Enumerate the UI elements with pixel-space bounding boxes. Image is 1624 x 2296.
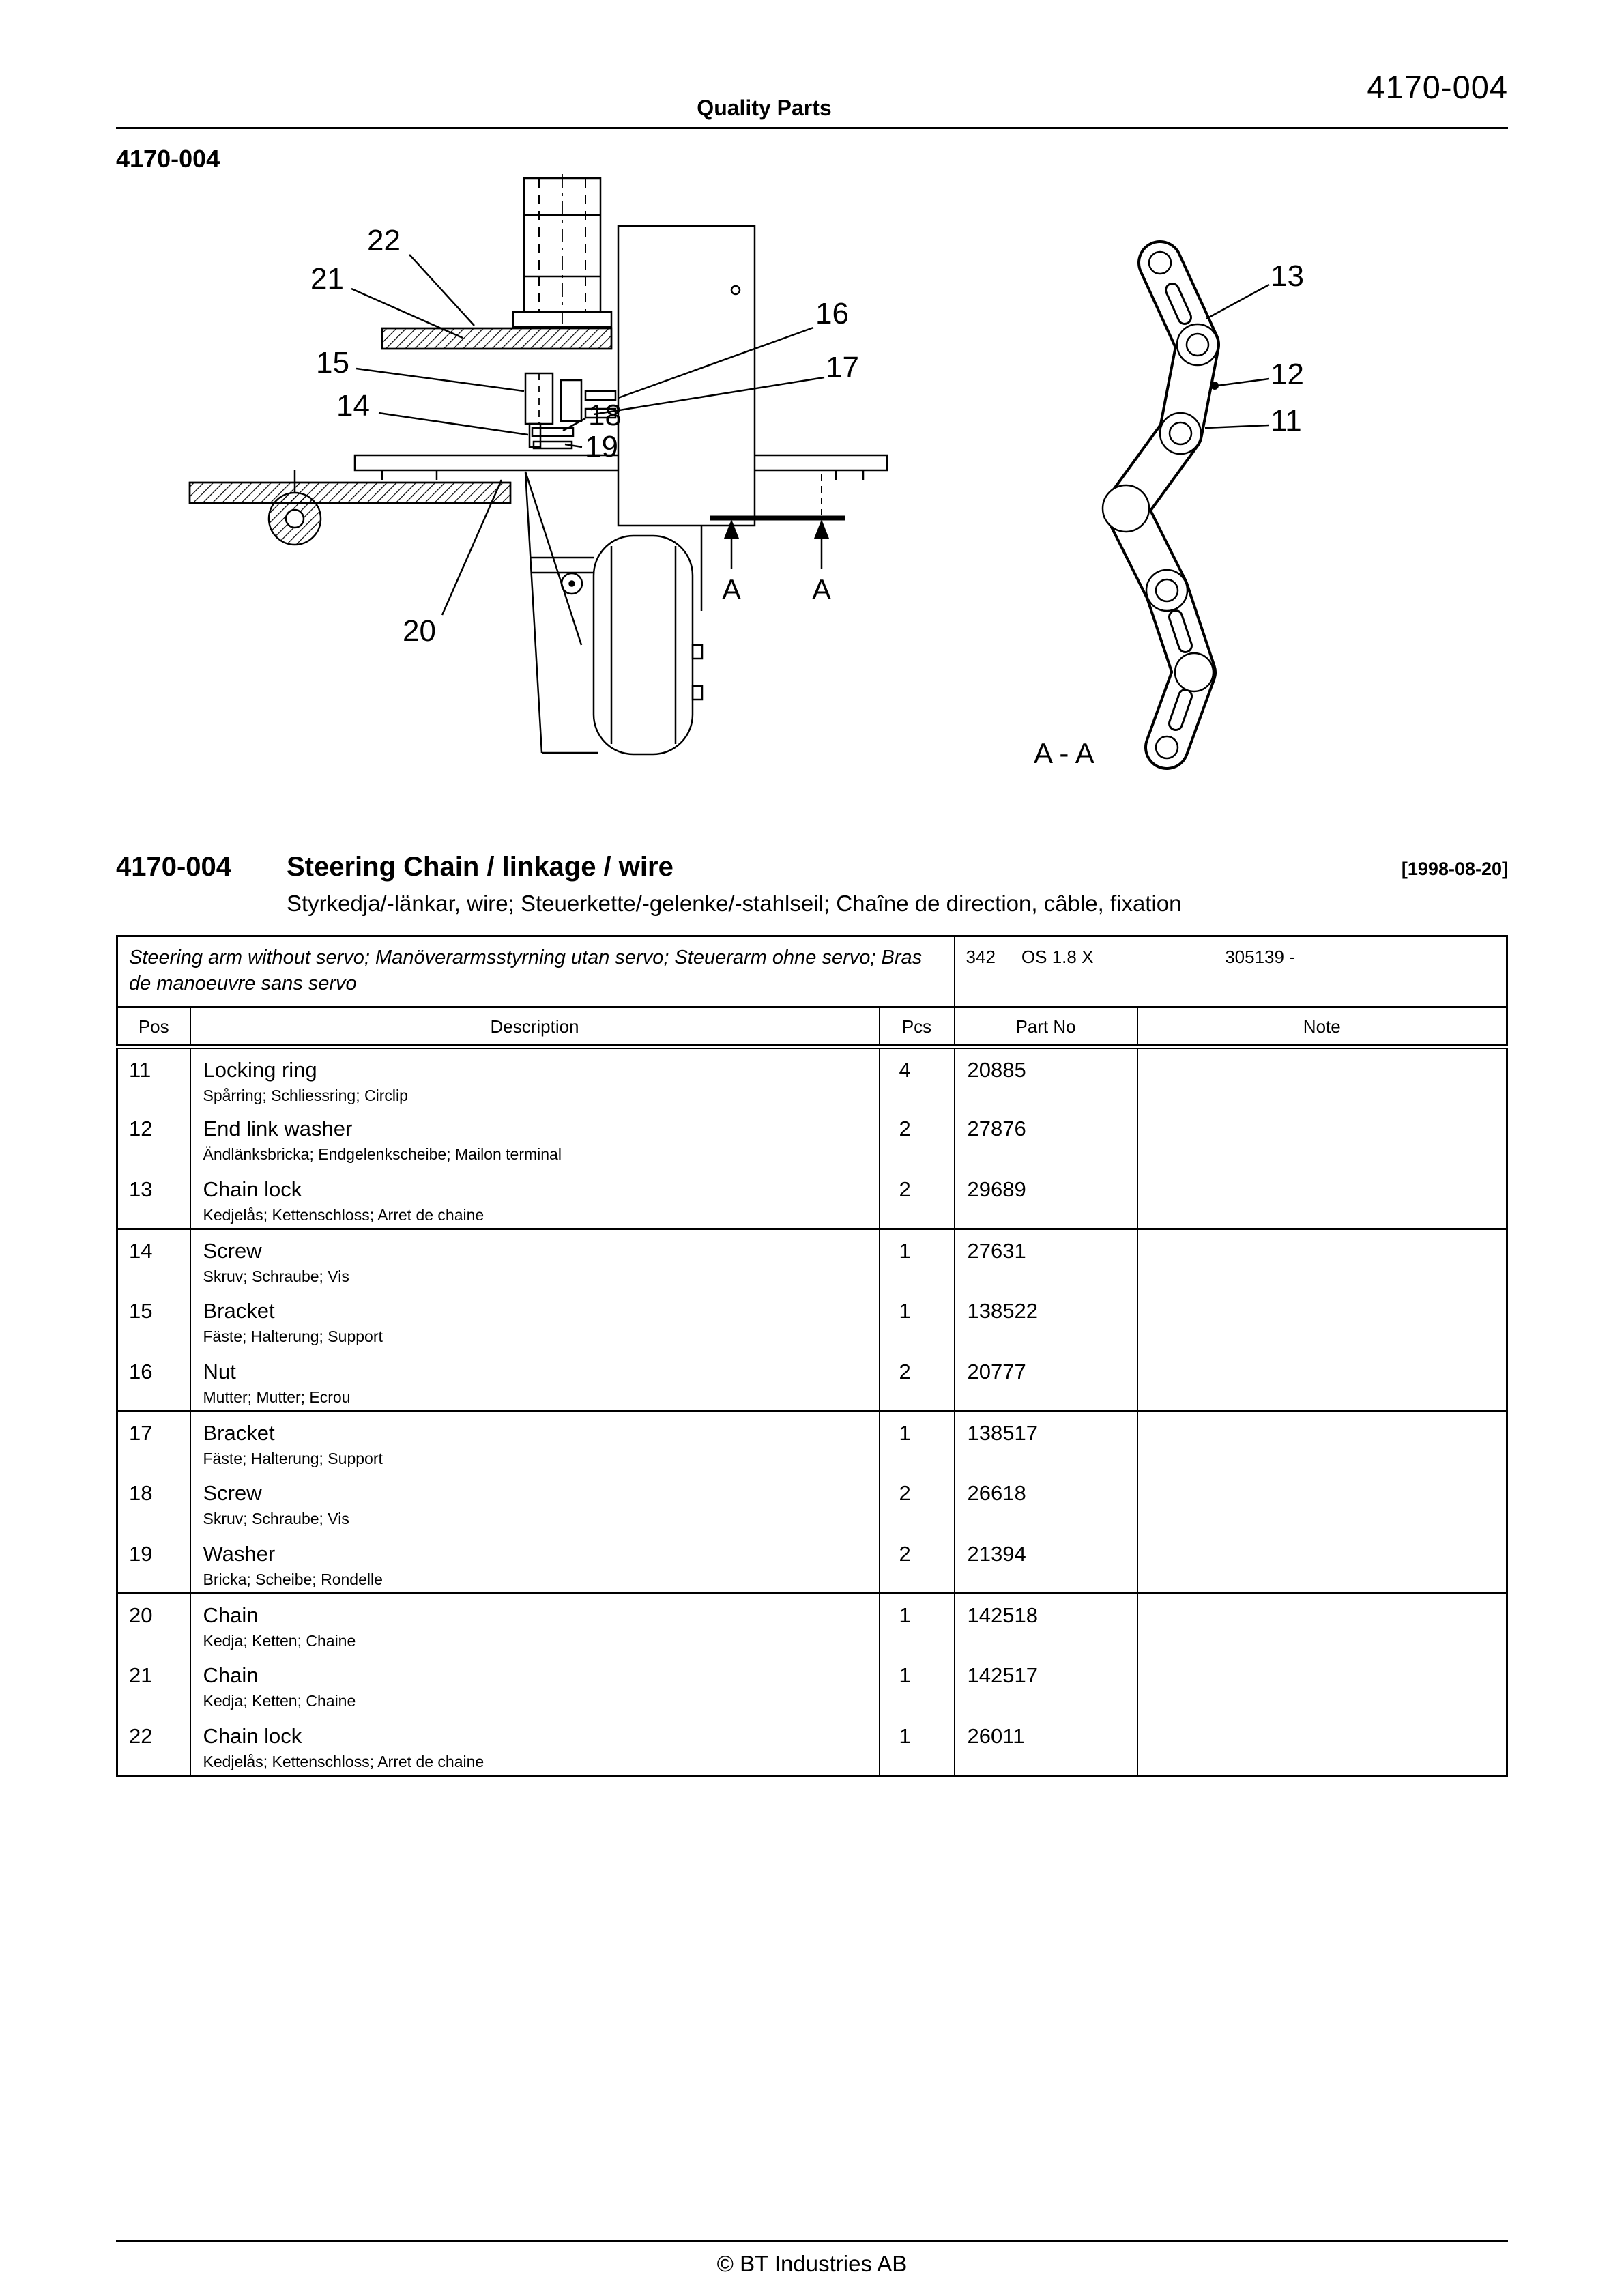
part-no-cell: 138522 xyxy=(955,1290,1137,1351)
pos-cell: 15 xyxy=(117,1290,190,1351)
description-cell xyxy=(190,1290,880,1351)
note-cell xyxy=(1137,1108,1507,1168)
table-row xyxy=(117,1229,1507,1290)
table-row xyxy=(117,1047,1507,1108)
pcs-cell: 2 xyxy=(880,1108,955,1168)
note-cell xyxy=(1137,1047,1507,1108)
table-row xyxy=(117,1715,1507,1776)
chain-section-drawing xyxy=(1103,252,1218,758)
callout-17: 17 xyxy=(826,351,859,384)
pcs-cell: 1 xyxy=(880,1594,955,1654)
section-title-row xyxy=(116,852,1508,882)
pcs-cell: 1 xyxy=(880,1229,955,1290)
parts-table xyxy=(116,935,1508,1777)
col-header-pcs: Pcs xyxy=(880,1007,955,1047)
pos-cell: 17 xyxy=(117,1411,190,1472)
doc-number: 4170-004 xyxy=(1367,69,1508,105)
callout-12: 12 xyxy=(1271,358,1304,391)
section-subtitle: Styrkedja/-länkar, wire; Steuerkette/-gelenke/-stahlseil; Chaîne de direction, câble, fixation xyxy=(287,891,1182,916)
note-cell xyxy=(1137,1715,1507,1776)
exploded-view-diagram xyxy=(116,174,1508,829)
part-no-cell: 142517 xyxy=(955,1654,1137,1715)
part-no-cell: 21394 xyxy=(955,1533,1137,1594)
description-primary: Chain lock xyxy=(203,1723,302,1748)
note-cell xyxy=(1137,1411,1507,1472)
note-cell xyxy=(1137,1351,1507,1411)
part-no-cell: 26011 xyxy=(955,1715,1137,1776)
note-cell xyxy=(1137,1472,1507,1533)
callout-16: 16 xyxy=(815,297,849,330)
col-header-note: Note xyxy=(1137,1007,1507,1047)
part-no-cell: 138517 xyxy=(955,1411,1137,1472)
description-primary: Screw xyxy=(203,1239,262,1263)
callout-15: 15 xyxy=(316,346,349,379)
table-row xyxy=(117,1594,1507,1654)
part-no-cell: 29689 xyxy=(955,1168,1137,1229)
table-row xyxy=(117,1290,1507,1351)
pcs-cell: 4 xyxy=(880,1047,955,1108)
description-translations: Fäste; Halterung; Support xyxy=(203,1450,383,1468)
description-translations: Kedja; Ketten; Chaine xyxy=(203,1691,356,1710)
description-primary: Washer xyxy=(203,1541,276,1566)
description-primary: Locking ring xyxy=(203,1058,317,1082)
footer-rule xyxy=(116,2240,1508,2242)
description-cell xyxy=(190,1351,880,1411)
pcs-cell: 2 xyxy=(880,1533,955,1594)
description-primary: Screw xyxy=(203,1480,262,1505)
note-cell xyxy=(1137,1229,1507,1290)
description-translations: Skruv; Schraube; Vis xyxy=(203,1509,349,1527)
steering-assembly-drawing xyxy=(190,174,887,754)
col-header-part-no: Part No xyxy=(955,1007,1137,1047)
description-cell xyxy=(190,1411,880,1472)
callout-11: 11 xyxy=(1271,404,1302,437)
description-cell xyxy=(190,1654,880,1715)
pos-cell: 20 xyxy=(117,1594,190,1654)
variant-model-name: OS 1.8 X xyxy=(1021,947,1094,967)
pcs-cell: 2 xyxy=(880,1351,955,1411)
revision-date: [1998-08-20] xyxy=(1401,859,1508,879)
pcs-cell: 2 xyxy=(880,1472,955,1533)
description-primary: Chain lock xyxy=(203,1177,302,1201)
description-translations: Kedjelås; Kettenschloss; Arret de chaine xyxy=(203,1752,484,1770)
description-primary: Chain xyxy=(203,1603,259,1628)
description-primary: End link washer xyxy=(203,1116,353,1140)
note-cell xyxy=(1137,1168,1507,1229)
pcs-cell: 1 xyxy=(880,1654,955,1715)
note-cell xyxy=(1137,1594,1507,1654)
column-header-row xyxy=(117,1007,1507,1047)
variant-row xyxy=(117,936,1507,1007)
description-primary: Bracket xyxy=(203,1298,275,1323)
pcs-cell: 1 xyxy=(880,1715,955,1776)
section-arrow-label-right: A xyxy=(812,573,832,605)
pos-cell: 21 xyxy=(117,1654,190,1715)
section-code: 4170-004 xyxy=(116,145,220,173)
pcs-cell: 1 xyxy=(880,1411,955,1472)
page-header-title: Quality Parts xyxy=(697,96,832,120)
part-no-cell: 27876 xyxy=(955,1108,1137,1168)
part-no-cell: 20777 xyxy=(955,1351,1137,1411)
section-title-code: 4170-004 xyxy=(116,852,232,882)
pos-cell: 14 xyxy=(117,1229,190,1290)
part-no-cell: 20885 xyxy=(955,1047,1137,1108)
callout-20: 20 xyxy=(403,614,436,648)
section-title: Steering Chain / linkage / wire xyxy=(287,852,673,882)
table-row xyxy=(117,1108,1507,1168)
part-no-cell: 26618 xyxy=(955,1472,1137,1533)
callout-18: 18 xyxy=(588,399,622,432)
description-translations: Spårring; Schliessring; Circlip xyxy=(203,1087,408,1105)
description-cell xyxy=(190,1108,880,1168)
note-cell xyxy=(1137,1533,1507,1594)
description-cell xyxy=(190,1168,880,1229)
pos-cell: 19 xyxy=(117,1533,190,1594)
table-row xyxy=(117,1533,1507,1594)
callout-13: 13 xyxy=(1271,259,1304,293)
variant-model-code: 342 xyxy=(966,947,996,967)
section-view-label: A - A xyxy=(1034,737,1094,769)
description-translations: Fäste; Halterung; Support xyxy=(203,1327,383,1345)
pos-cell: 22 xyxy=(117,1715,190,1776)
col-header-description: Description xyxy=(190,1007,880,1047)
note-cell xyxy=(1137,1290,1507,1351)
part-no-cell: 27631 xyxy=(955,1229,1137,1290)
note-cell xyxy=(1137,1654,1507,1715)
variant-meta xyxy=(955,936,1507,1007)
description-translations: Kedjelås; Kettenschloss; Arret de chaine xyxy=(203,1205,484,1224)
col-header-pos: Pos xyxy=(117,1007,190,1047)
description-primary: Chain xyxy=(203,1663,259,1687)
variant-serial-range: 305139 - xyxy=(1225,947,1295,967)
table-row xyxy=(117,1472,1507,1533)
footer-copyright: © BT Industries AB xyxy=(716,2251,908,2276)
description-primary: Bracket xyxy=(203,1421,275,1446)
pos-cell: 11 xyxy=(117,1047,190,1108)
description-translations: Kedja; Ketten; Chaine xyxy=(203,1632,356,1650)
pos-cell: 13 xyxy=(117,1168,190,1229)
description-cell xyxy=(190,1533,880,1594)
description-cell xyxy=(190,1594,880,1654)
pos-cell: 16 xyxy=(117,1351,190,1411)
description-cell xyxy=(190,1715,880,1776)
table-row xyxy=(117,1168,1507,1229)
table-row xyxy=(117,1411,1507,1472)
pcs-cell: 1 xyxy=(880,1290,955,1351)
description-cell xyxy=(190,1472,880,1533)
pos-cell: 18 xyxy=(117,1472,190,1533)
part-no-cell: 142518 xyxy=(955,1594,1137,1654)
description-cell xyxy=(190,1047,880,1108)
callout-19: 19 xyxy=(585,430,618,463)
description-translations: Skruv; Schraube; Vis xyxy=(203,1267,349,1286)
table-row xyxy=(117,1654,1507,1715)
pcs-cell: 2 xyxy=(880,1168,955,1229)
description-cell xyxy=(190,1229,880,1290)
header-rule xyxy=(116,127,1508,129)
section-arrow-label-left: A xyxy=(722,573,742,605)
description-translations: Mutter; Mutter; Ecrou xyxy=(203,1388,351,1406)
callout-14: 14 xyxy=(336,389,370,422)
description-translations: Bricka; Scheibe; Rondelle xyxy=(203,1570,383,1588)
variant-description: Steering arm without servo; Manöverarmsstyrning utan servo; Steuerarm ohne servo; Bras de manoeuvre sans servo xyxy=(117,936,955,1007)
table-row xyxy=(117,1351,1507,1411)
description-translations: Ändlänksbricka; Endgelenkscheibe; Mailon terminal xyxy=(203,1145,562,1163)
description-primary: Nut xyxy=(203,1359,236,1383)
pos-cell: 12 xyxy=(117,1108,190,1168)
callout-21: 21 xyxy=(310,262,344,296)
callout-22: 22 xyxy=(367,224,401,257)
